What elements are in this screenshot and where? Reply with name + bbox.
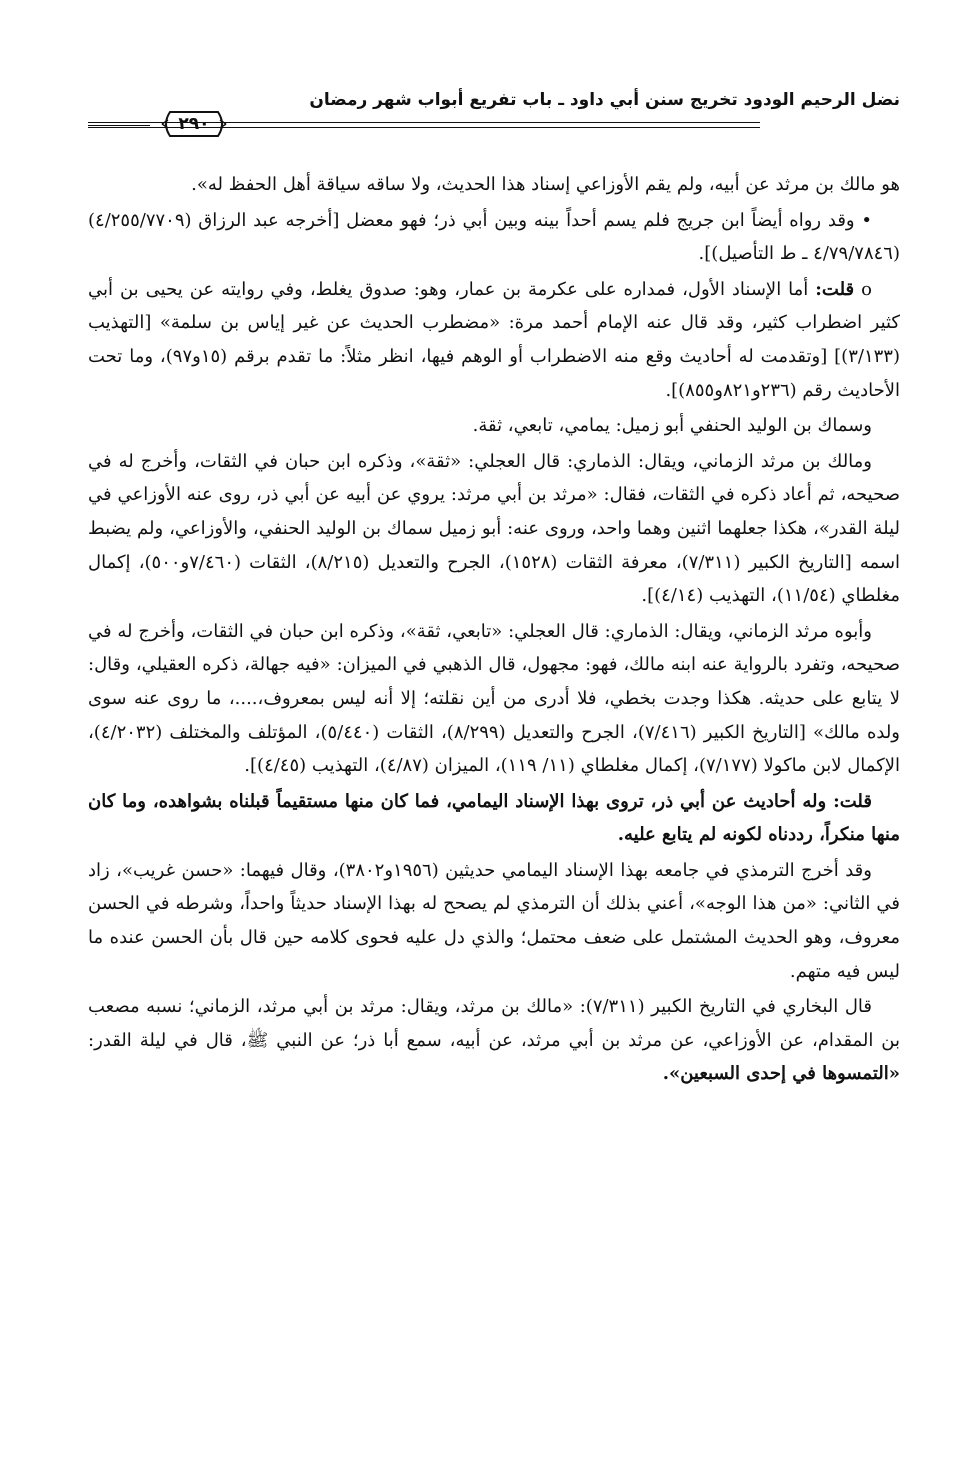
paragraph: [88, 615, 900, 783]
paragraph-text: وله أحاديث عن أبي ذر، تروى بهذا الإسناد اليمامي، فما كان منها مستقيماً قبلناه بشواهده، وما كان منها منكراً، رددناه لكونه لم يتابع عليه.: [88, 790, 900, 846]
paragraph-text: وسماك بن الوليد الحنفي أبو زميل: يمامي، تابعي، ثقة.: [472, 415, 872, 437]
header-rule-left: [88, 125, 150, 126]
note-label: قلت:: [815, 278, 855, 300]
paragraph: [88, 854, 900, 988]
paragraph-bold: [88, 785, 900, 852]
paragraph-text: قال البخاري في التاريخ الكبير (٧/٣١١): «مالك بن مرثد، ويقال: مرثد بن أبي مرثد، الزماني؛ نسبه مصعب بن المقدام، عن الأوزاعي، عن مرثد بن أبي مرثد، عن أبيه، سمع أبا ذر؛ عن النبي ﷺ، قال في ليلة القدر:: [88, 996, 900, 1051]
hadith-quote: «التمسوها في إحدى السبعين».: [662, 1063, 900, 1085]
running-title: نضل الرحيم الودود تخريج سنن أبي داود ـ باب تفريع أبواب شهر رمضان: [309, 90, 900, 110]
page-number-ornament: [160, 108, 228, 140]
paragraph: [88, 204, 900, 271]
paragraph-text: وأبوه مرثد الزماني، ويقال: الذماري: قال العجلي: «تابعي، ثقة»، وذكره ابن حبان في الثقات، وأخرج له في صحيحه، وتفرد بالرواية عنه ابنه مالك، فهو: مجهول، قال الذهبي في الميزان: «فيه جهالة، ذكره العقيلي، وقال: لا يتابع على حديثه. هكذا وجدت بخطي، فلا أدرى من أين نقلته؛ إلا أنه ليس بمعروف،....، ما روى عنه سوى ولده مالك» [التاريخ الكبير (٧/٤١٦)، الجرح والتعديل (٨/٢٩٩)، الثقات (٥/٤٤٠)، المؤتلف والمختلف (٤/٢٠٣٢)، الإكمال لابن ماكولا (٧/١٧٧)، إكمال مغلطاي (١١/ ١١٩)، الميزان (٤/٨٧)، التهذيب (٤/٤٥)].: [88, 620, 900, 777]
paragraph-text: وقد أخرج الترمذي في جامعه بهذا الإسناد اليمامي حديثين (١٩٥٦و٣٨٠٢)، وقال فيهما: «حسن غريب»، زاد في الثاني: «من هذا الوجه»، أعني بذلك أن الترمذي لم يصحح له بهذا الإسناد حديثاً واحداً، وشرطه في الحسن معروف، وهو الحديث المشتمل على ضعف محتمل؛ والذي دل عليه فحوى كلامه حين قال بأن الحسن عنده ما ليس فيه متهم.: [88, 859, 900, 982]
page-header: [88, 88, 900, 136]
paragraph-text: هو مالك بن مرثد عن أبيه، ولم يقم الأوزاعي إسناد هذا الحديث، ولا ساقه سياقة أهل الحفظ له».: [191, 174, 900, 195]
paragraph-text: أما الإسناد الأول، فمداره على عكرمة بن عمار، وهو: صدوق يغلط، وفي روايته عن يحيى بن أبي كثير اضطراب كثير، وقد قال عنه الإمام أحمد مرة: «مضطرب الحديث عن غير إياس بن سلمة» [التهذيب (٣/١٣٣)] [وتقدمت له أحاديث وقع منه الاضطراب أو الوهم فيها، انظر مثلاً: ما تقدم برقم (١٥و٩٧)، وما تحت الأحاديث رقم (٢٣٦و٨٢١و٨٥٥)].: [88, 278, 900, 401]
paragraph-marker: o: [861, 278, 872, 300]
note-label: قلت:: [833, 790, 872, 812]
paragraph: [88, 445, 900, 613]
paragraph: [88, 409, 900, 443]
paragraph: [88, 273, 900, 407]
paragraph-text: • وقد رواه أيضاً ابن جريج فلم يسم أحداً بينه وبين أبي ذر؛ فهو معضل [أخرجه عبد الرزاق (٤/٢٥٥/٧٧٠٩) (٤/٧٩/٧٨٤٦ ـ ط التأصيل)].: [88, 209, 900, 265]
paragraph-text: ومالك بن مرثد الزماني، ويقال: الذماري: قال العجلي: «ثقة»، وذكره ابن حبان في الثقات، وأخرج له في صحيحه، ثم أعاد ذكره في الثقات، فقال: «مرثد بن أبي مرثد: يروي عن أبيه عن أبي ذر، روى عنه الأوزاعي في ليلة القدر»، هكذا جعلهما اثنين وهما واحد، وروى عنه: أبو زميل سماك بن الوليد الحنفي، والأوزاعي، ولم يضبط اسمه [التاريخ الكبير (٧/٣١١)، معرفة الثقات (١٥٢٨)، الجرح والتعديل (٨/٢١٥)، الثقات (٧/٤٦٠و٥٠٠)، إكمال مغلطاي (١١/٥٤)، التهذيب (٤/١٤)].: [88, 450, 901, 607]
body-text: [88, 168, 900, 1093]
paragraph: [88, 990, 900, 1091]
page-number: ٢٩٠: [178, 114, 210, 134]
paragraph: [88, 168, 900, 202]
